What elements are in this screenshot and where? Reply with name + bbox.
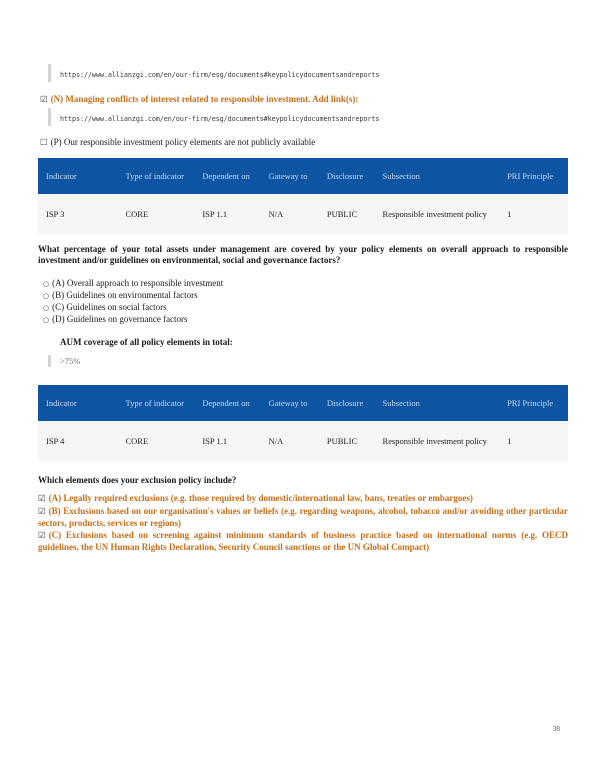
- aum-option-b-label: (B) Guidelines on environmental factors: [52, 290, 198, 300]
- aum-option-a[interactable]: [43, 278, 568, 290]
- cell-type: CORE: [118, 421, 195, 461]
- col-header-pri-principle: PRI Principle: [499, 385, 568, 421]
- checkbox-checked-icon[interactable]: ☑: [38, 506, 46, 517]
- indicator-table-isp3: [38, 158, 568, 234]
- checkbox-checked-icon[interactable]: ☑: [40, 95, 48, 105]
- exclusion-option-c[interactable]: [38, 530, 568, 554]
- col-header-subsection: Subsection: [375, 158, 500, 194]
- col-header-gateway: Gateway to: [261, 385, 319, 421]
- page-number: 38: [552, 724, 560, 733]
- aum-option-c-label: (C) Guidelines on social factors: [52, 302, 167, 312]
- cell-indicator: ISP 4: [38, 421, 118, 461]
- exclusion-option-b[interactable]: [38, 506, 568, 530]
- exclusion-option-a-label: (A) Legally required exclusions (e.g. those required by domestic/international law, bans, treaties or embargoes): [48, 493, 473, 503]
- cell-pri-principle: 1: [499, 194, 568, 234]
- aum-total-value: >75%: [60, 356, 81, 366]
- radio-circle-icon[interactable]: ○: [43, 304, 50, 312]
- option-p-not-public[interactable]: [40, 137, 568, 150]
- link-quote-block-1: [48, 64, 568, 82]
- col-header-indicator: Indicator: [38, 158, 118, 194]
- col-header-disclosure: Disclosure: [319, 385, 375, 421]
- col-header-dependent: Dependent on: [194, 158, 260, 194]
- checkbox-unchecked-icon[interactable]: ☐: [40, 137, 48, 148]
- col-header-subsection: Subsection: [375, 385, 500, 421]
- aum-option-b[interactable]: [43, 290, 568, 302]
- exclusion-policy-question: Which elements does your exclusion policy include?: [38, 475, 237, 485]
- col-header-dependent: Dependent on: [194, 385, 260, 421]
- table-row: [38, 421, 568, 461]
- col-header-type: Type of indicator: [118, 385, 195, 421]
- aum-total-quote-block: [48, 355, 568, 367]
- exclusion-option-list: [38, 493, 568, 554]
- checkbox-checked-icon[interactable]: ☑: [38, 530, 46, 541]
- table-header-row: [38, 158, 568, 194]
- exclusion-option-b-label: (B) Exclusions based on our organisation's values or beliefs (e.g. regarding weapons, alcohol, tobacco and/or avoiding other particular sectors, products, services or regions): [38, 505, 568, 528]
- exclusion-option-c-label: (C) Exclusions based on screening against minimum standards of business practice based on international norms (e.g. OECD guidelines, the UN Human Rights Declaration, Security Council sanctions or the UN Global Compact): [38, 529, 568, 552]
- cell-subsection: Responsible investment policy: [375, 421, 500, 461]
- cell-gateway: N/A: [261, 421, 319, 461]
- option-p-label: (P) Our responsible investment policy elements are not publicly available: [50, 136, 316, 147]
- col-header-disclosure: Disclosure: [319, 158, 375, 194]
- cell-indicator: ISP 3: [38, 194, 118, 234]
- table-row: [38, 194, 568, 234]
- radio-circle-icon[interactable]: ○: [43, 316, 50, 324]
- spacer: [38, 367, 568, 385]
- option-n-managing-conflicts[interactable]: [40, 94, 568, 107]
- cell-pri-principle: 1: [499, 421, 568, 461]
- exclusion-option-a[interactable]: [38, 493, 568, 506]
- policy-documents-link-1[interactable]: https://www.allianzgi.com/en/our-firm/esg/documents#keypolicydocumentsandreports: [60, 71, 380, 79]
- col-header-gateway: Gateway to: [261, 158, 319, 194]
- link-quote-block-2: [48, 108, 568, 126]
- policy-documents-link-2[interactable]: https://www.allianzgi.com/en/our-firm/esg/documents#keypolicydocumentsandreports: [60, 114, 380, 123]
- cell-type: CORE: [118, 194, 195, 234]
- col-header-indicator: Indicator: [38, 385, 118, 421]
- cell-dependent: ISP 1.1: [194, 194, 260, 234]
- cell-disclosure: PUBLIC: [319, 194, 375, 234]
- col-header-type: Type of indicator: [118, 158, 195, 194]
- aum-option-d[interactable]: [43, 314, 568, 326]
- radio-circle-icon[interactable]: ○: [43, 292, 50, 300]
- cell-disclosure: PUBLIC: [319, 421, 375, 461]
- cell-dependent: ISP 1.1: [194, 421, 260, 461]
- indicator-table-isp4: [38, 385, 568, 461]
- aum-coverage-question: What percentage of your total assets under management are covered by your policy elements on overall approach to responsible investment and/or guidelines on environmental, social and governance factors?: [38, 244, 568, 265]
- aum-option-list: [43, 278, 568, 326]
- table-header-row: [38, 385, 568, 421]
- checkbox-checked-icon[interactable]: ☑: [38, 494, 46, 504]
- cell-gateway: N/A: [261, 194, 319, 234]
- aum-option-a-label: (A) Overall approach to responsible investment: [52, 278, 224, 288]
- cell-subsection: Responsible investment policy: [375, 194, 500, 234]
- col-header-pri-principle: PRI Principle: [499, 158, 568, 194]
- option-n-label: (N) Managing conflicts of interest related to responsible investment. Add link(s):: [50, 94, 359, 104]
- aum-total-label: AUM coverage of all policy elements in total:: [60, 337, 233, 347]
- aum-option-d-label: (D) Guidelines on governance factors: [52, 314, 188, 324]
- aum-option-c[interactable]: [43, 302, 568, 314]
- radio-circle-icon[interactable]: ○: [43, 280, 50, 288]
